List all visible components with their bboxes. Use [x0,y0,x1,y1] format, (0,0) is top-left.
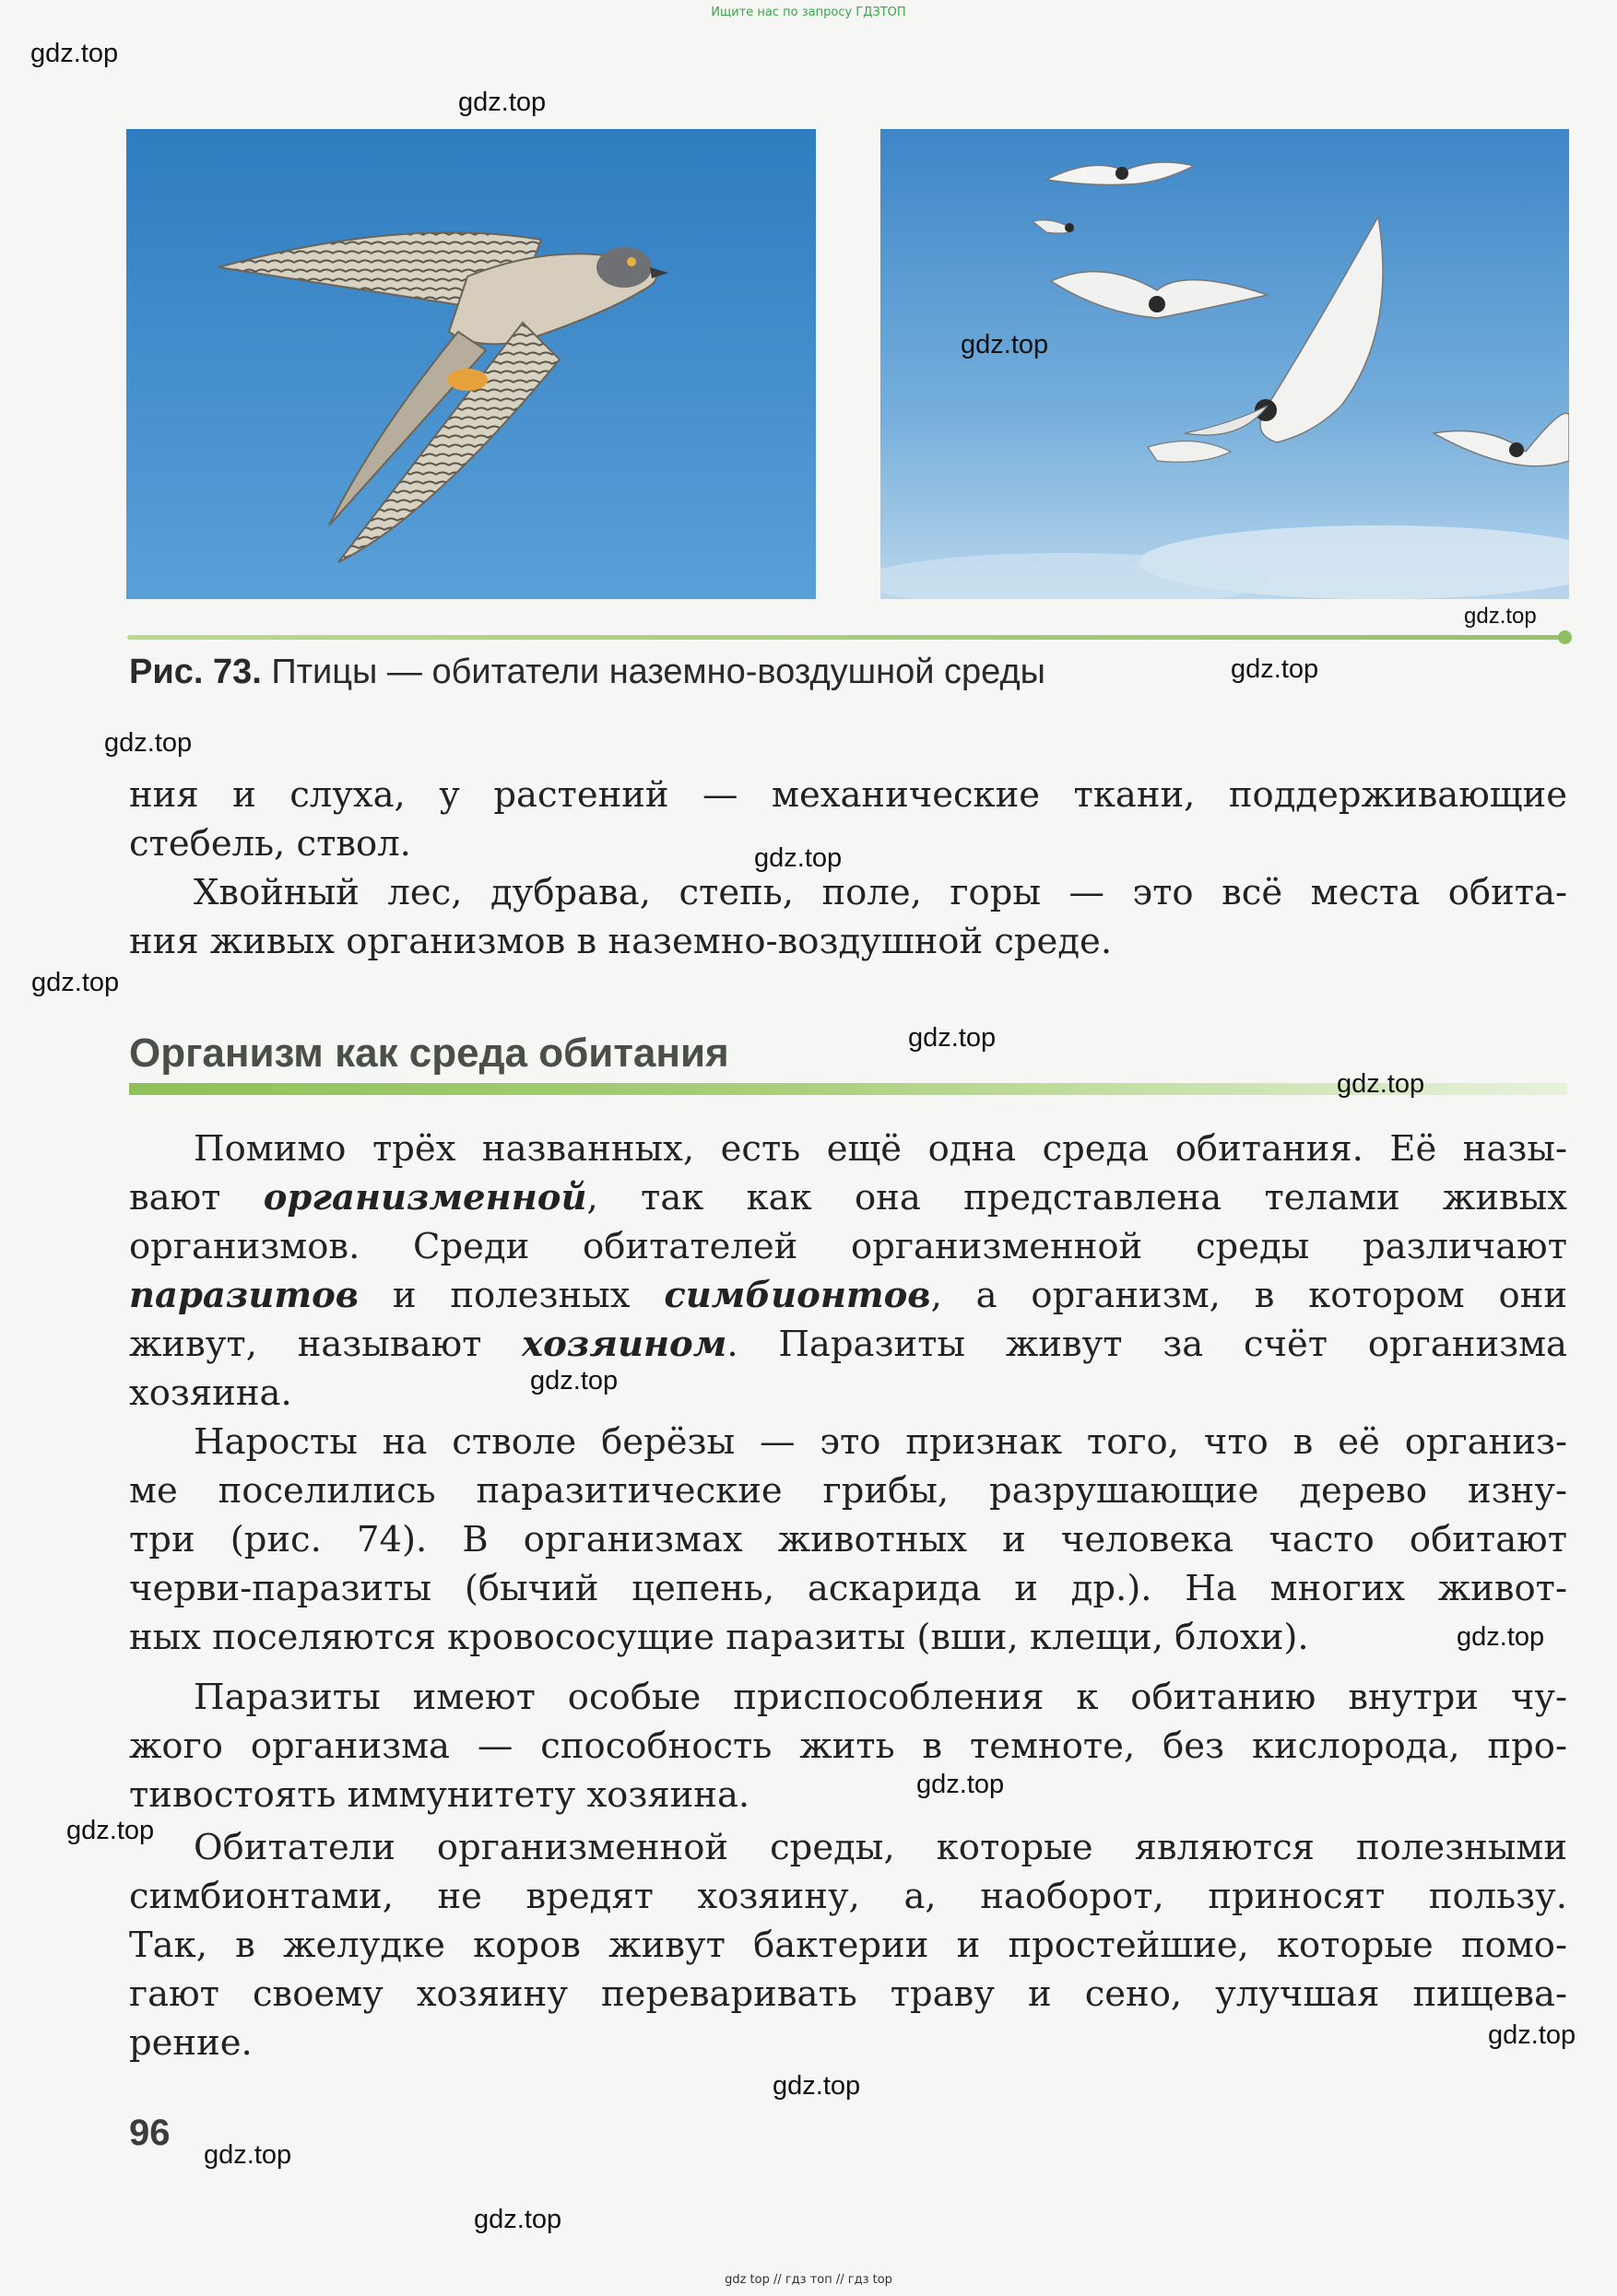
paragraph-1 [129,771,1567,868]
watermark: gdz.top [1231,654,1319,684]
text-line: паразитов и полезных симбионтов, а организм, в котором они [129,1275,1568,1316]
watermark: gdz.top [458,88,547,117]
text-line: гают своему хозяину переваривать траву и сено, улучшая пищева- [129,1973,1567,2015]
watermark: gdz.top [773,2071,861,2101]
paragraph-6 [129,1823,1567,2067]
watermark: gdz.top [1464,604,1537,629]
text-line: хозяина. [129,1372,292,1414]
falcon-photo [126,129,816,599]
page-number: 96 [129,2113,171,2153]
text-line: стебель, ствол. [129,823,411,865]
text-line: Паразиты имеют особые приспособления к обитанию внутри чу- [194,1677,1567,1718]
section-heading: Организм как среда обитания [129,1030,729,1076]
watermark: gdz.top [204,2140,292,2170]
watermark: gdz.top [916,1770,1005,1799]
text-line: рение. [129,2022,253,2064]
term-host: хозяином [522,1324,727,1365]
caption-divider-dot [1558,630,1572,644]
watermark: gdz.top [31,968,120,997]
watermark: gdz.top [754,843,843,873]
watermark: gdz.top [30,39,119,68]
text-line: Хвойный лес, дубрава, степь, поле, горы — это всё места обита- [194,872,1567,913]
text-line: черви-паразиты (бычий цепень, аскарида и др.). На многих живот- [129,1568,1567,1609]
top-banner: Ищите нас по запросу ГДЗТОП [711,6,906,19]
text-line: ме поселились паразитические грибы, разрушающие дерево изну- [129,1470,1567,1512]
term-symbionts: симбионтов [664,1275,931,1316]
text-line: Обитатели организменной среды, которые являются полезными [194,1827,1567,1868]
watermark: gdz.top [1457,1622,1545,1652]
text-line: организмов. Среди обитателей организменной среды различают [129,1226,1567,1267]
text-line: Так, в желудке коров живут бактерии и простейшие, которые помо- [129,1925,1567,1966]
text-line: Помимо трёх названных, есть ещё одна среда обитания. Её назы- [194,1128,1567,1170]
watermark: gdz.top [961,330,1049,359]
watermark: gdz.top [1488,2020,1576,2050]
text-line: вают организменной, так как она представлена телами живых [129,1177,1568,1219]
text-line: жого организма — способность жить в темноте, без кислорода, про- [129,1725,1567,1767]
watermark: gdz.top [1337,1069,1425,1099]
text-line: три (рис. 74). В организмах животных и человека часто обитают [129,1519,1567,1560]
text-line: ния и слуха, у растений — механические ткани, поддерживающие [129,774,1567,816]
figure-caption-text: Птицы — обитатели наземно-воздушной среды [271,653,1045,691]
figure-label: Рис. 73. [129,653,262,691]
paragraph-3 [129,1124,1567,1418]
text-line: Наросты на стволе берёзы — это признак того, что в её организ- [194,1421,1567,1463]
text-line: симбионтами, не вредят хозяину, а, наоборот, приносят пользу. [129,1876,1567,1917]
paragraph-4 [129,1418,1567,1662]
paragraph-2 [129,868,1567,966]
caption-divider [127,635,1567,640]
term-parasites: паразитов [129,1275,360,1316]
watermark: gdz.top [474,2205,562,2234]
watermark: gdz.top [908,1023,997,1053]
watermark: gdz.top [530,1366,619,1395]
watermark: gdz.top [104,728,193,758]
text-line: ния живых организмов в наземно-воздушной среде. [129,921,1113,962]
watermark: gdz.top [66,1816,155,1845]
paragraph-5 [129,1673,1567,1819]
gulls-photo [880,129,1569,599]
figure-caption [129,653,1045,692]
text-line: живут, называют хозяином. Паразиты живут за счёт организма [129,1324,1567,1365]
text-line: тивостоять иммунитету хозяина. [129,1774,750,1816]
term-organism-environment: организменной [263,1177,587,1219]
bottom-banner: gdz top // гдз топ // гдз top [725,2273,892,2287]
text-line: ных поселяются кровососущие паразиты (вши, клещи, блохи). [129,1617,1309,1658]
